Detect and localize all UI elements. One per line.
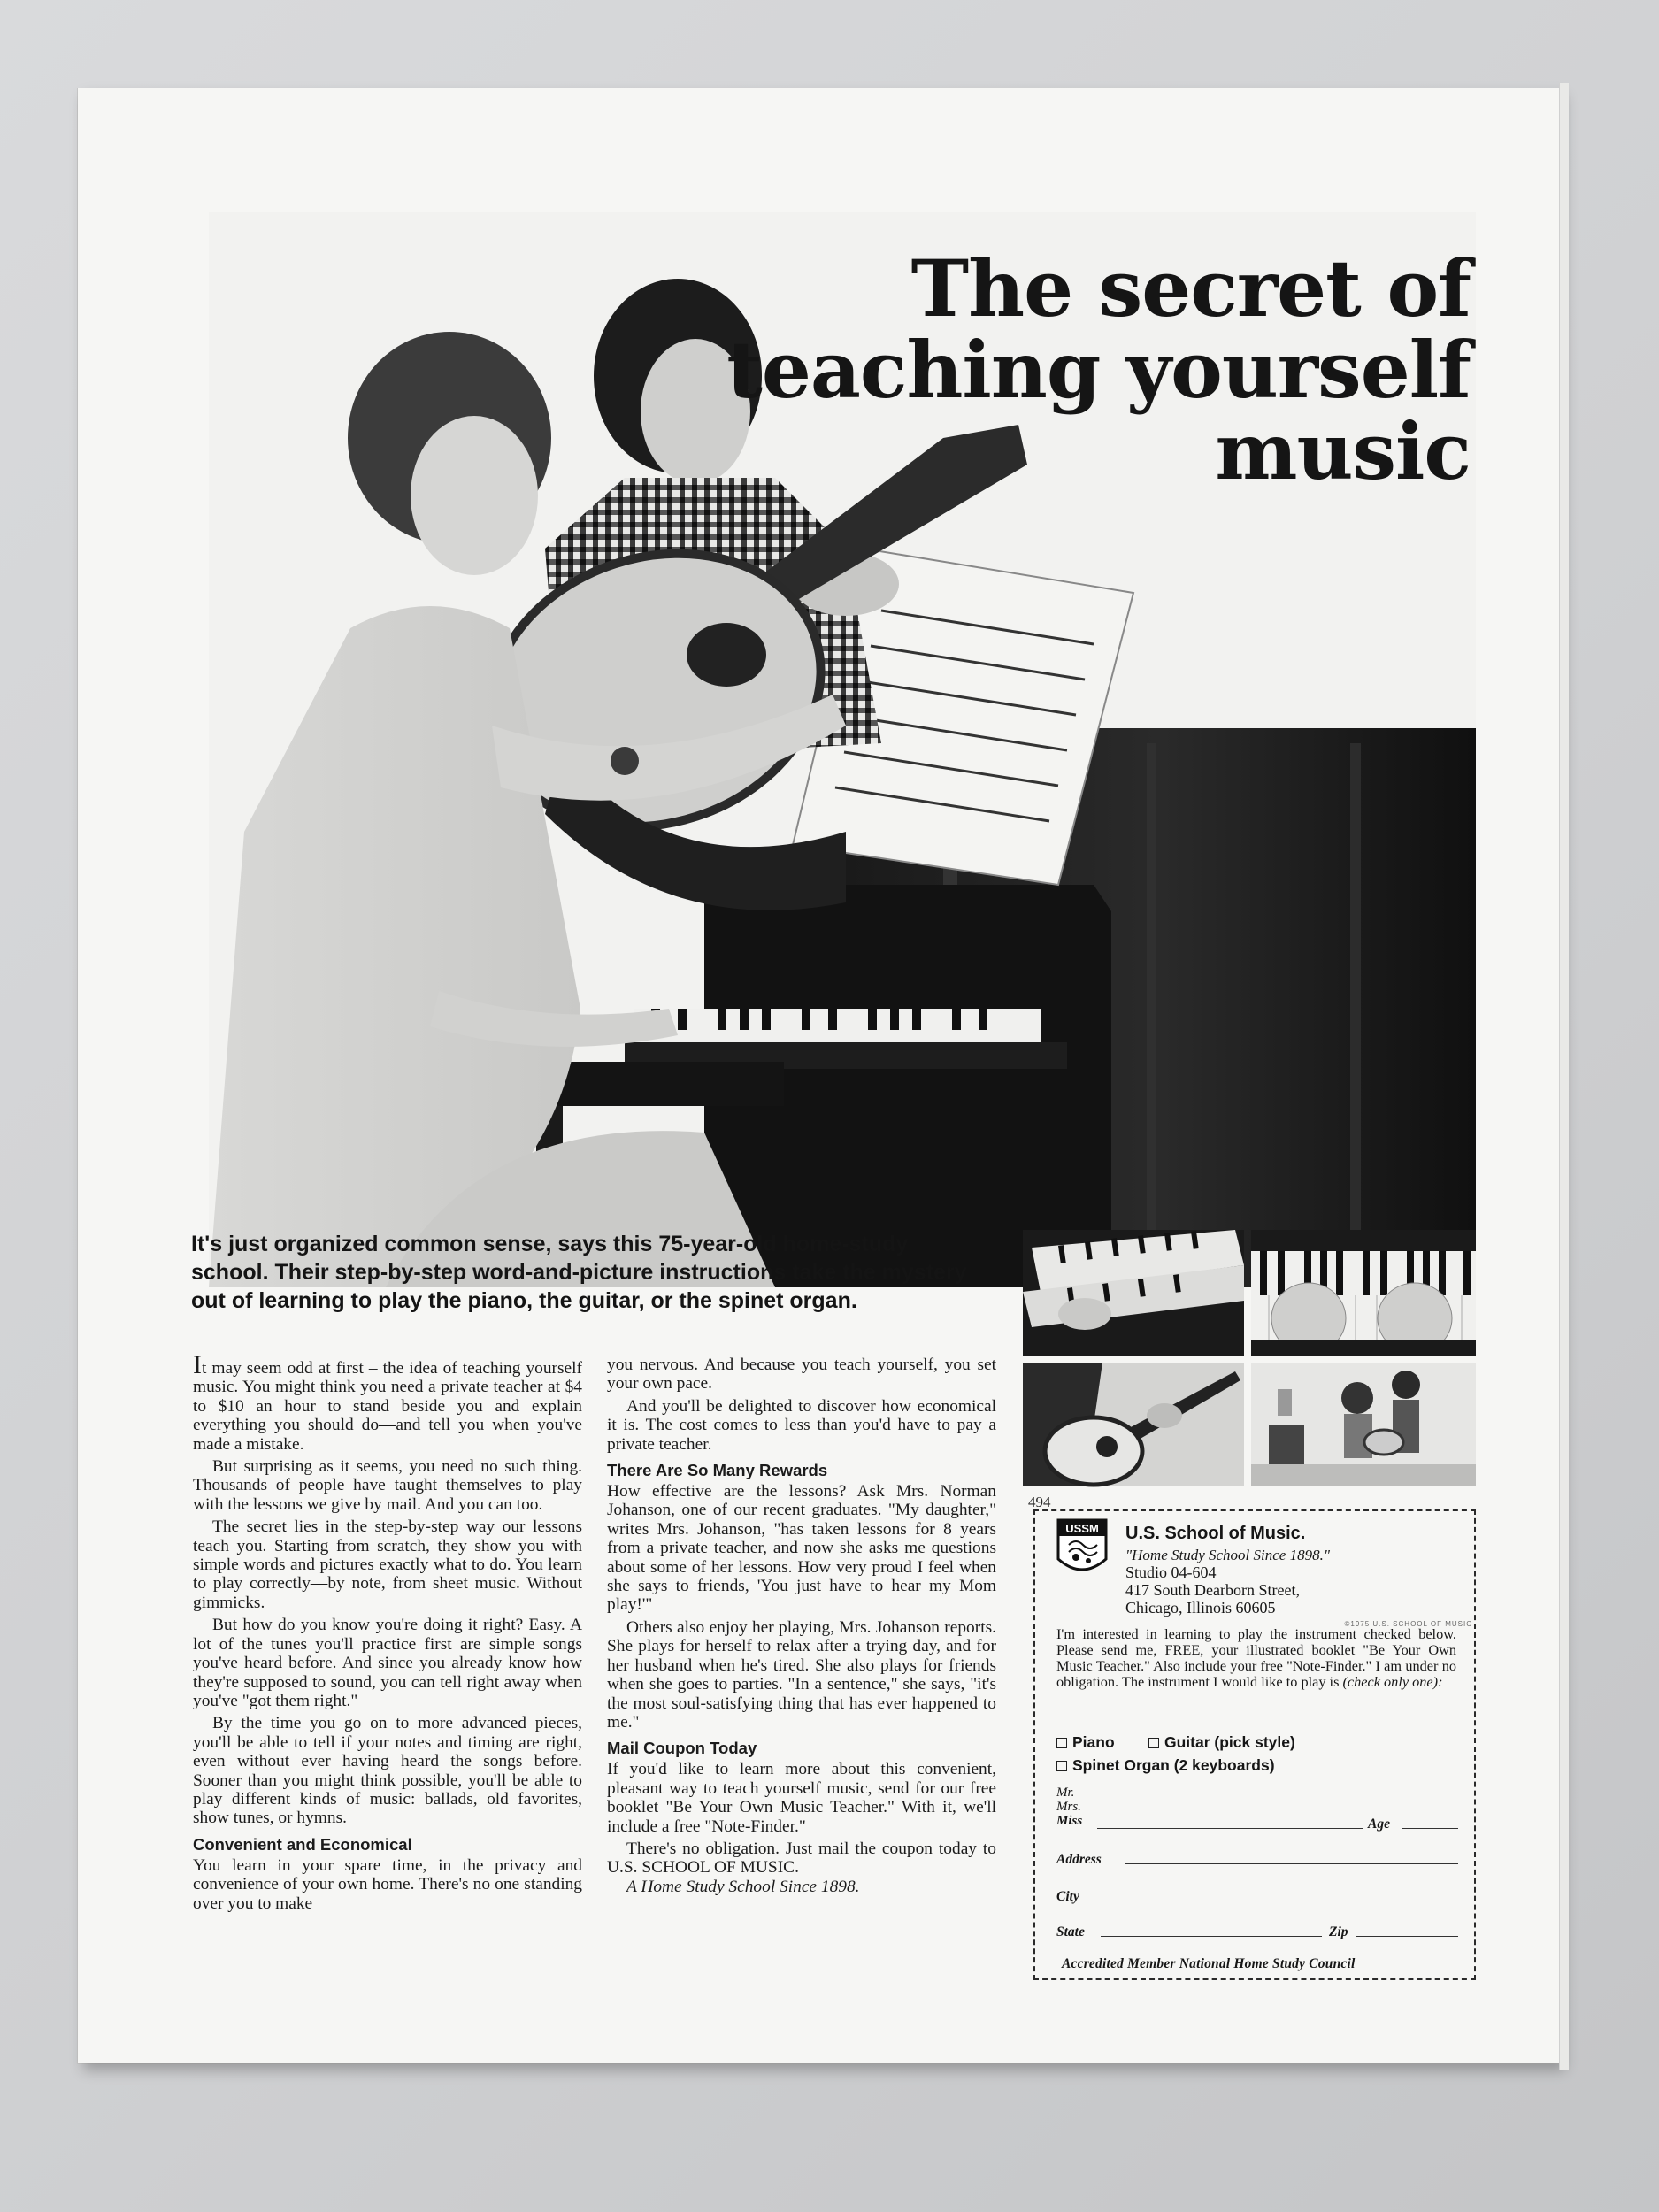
body-paragraph xyxy=(607,1839,996,1896)
headline-line-2: teaching yourself xyxy=(726,324,1471,416)
page-number: 494 xyxy=(1028,1494,1051,1510)
guitar-photo-illustration xyxy=(1023,1363,1244,1486)
body-paragraph: You learn in your spare time, in the privacy and convenience of your own home. There's no one standing over you to make xyxy=(193,1855,582,1913)
lead-paragraph: It's just organized common sense, says this 75-year-old home-study school. Their step-by-step word-and-picture instructions take the mystery out of learning to play the piano, the guitar, or the spinet organ. xyxy=(191,1232,967,1313)
option-organ-checkbox[interactable] xyxy=(1056,1757,1275,1774)
body-paragraph: Others also enjoy her playing, Mrs. Johanson reports. She plays for herself to relax after a trying day, and for her husband when he's tired. She also plays for friends when she goes to parties. "In a sentence," she says, "it's the most soul-satisfying thing that has ever happened to me." xyxy=(607,1617,996,1732)
salutation-mr: Mr. xyxy=(1056,1786,1075,1800)
organ-keyboard-photo xyxy=(1023,1230,1244,1356)
body-column-1 xyxy=(193,1350,582,1916)
closing-italic: A Home Study School Since 1898. xyxy=(626,1877,860,1896)
subheading-rewards: There Are So Many Rewards xyxy=(607,1461,828,1480)
body-paragraph: By the time you go on to more advanced pieces, you'll be able to tell if your notes and timing are right, even without ever having heard the songs before. Sooner than you might think possible, you'll be able to play different kinds of music: ballads, old favorites, show tunes, or hymns. xyxy=(193,1714,582,1828)
body-paragraph: How effective are the lessons? Ask Mrs. Norman Johanson, one of our recent graduates. "My daughter," writes Mrs. Johanson, "has taken lessons for 8 years from a private teacher, and now she asks me questions about some of her lessons. How very proud I feel when she says to friends, 'You just have to hear my Mom play!'" xyxy=(607,1482,996,1615)
city-label: City xyxy=(1056,1889,1079,1904)
photo-copyright: ©1975 U.S. SCHOOL OF MUSIC xyxy=(1344,1620,1472,1628)
checkbox-icon[interactable] xyxy=(1056,1738,1067,1748)
age-label: Age xyxy=(1368,1816,1390,1832)
subheading-mail-coupon: Mail Coupon Today xyxy=(607,1739,757,1758)
piano-hands-photo xyxy=(1251,1230,1476,1356)
school-studio: Studio 04-604 xyxy=(1125,1563,1217,1581)
organ-photo-illustration xyxy=(1023,1230,1244,1356)
headline xyxy=(674,242,1471,497)
zip-label: Zip xyxy=(1329,1924,1348,1939)
logo-text: USSM xyxy=(1065,1522,1099,1535)
piano-hands-illustration xyxy=(1251,1230,1476,1356)
headline-line-3: music xyxy=(1215,405,1471,497)
school-street: 417 South Dearborn Street, xyxy=(1125,1581,1300,1599)
coupon-body-italic: (check only one): xyxy=(1342,1673,1443,1690)
magazine-page xyxy=(78,88,1560,2063)
school-city: Chicago, Illinois 60605 xyxy=(1125,1599,1276,1617)
age-field[interactable] xyxy=(1402,1828,1458,1829)
school-name: U.S. School of Music. xyxy=(1125,1524,1306,1543)
name-field[interactable] xyxy=(1097,1828,1363,1829)
option-piano-label: Piano xyxy=(1072,1733,1115,1751)
body-paragraph: If you'd like to learn more about this convenient, pleasant way to teach yourself music, send for our free booklet "Be Your Own Music Teacher." With it, we'll include a free "Note-Finder." xyxy=(607,1760,996,1836)
salutation-miss: Miss xyxy=(1056,1814,1083,1828)
body-paragraph: It may seem odd at first – the idea of teaching yourself music. You might think you need a private teacher at $4 to $10 an hour to stand beside you and explain everything you should do—and tell you when you've made a mistake. xyxy=(193,1350,582,1454)
body-paragraph: But surprising as it seems, you need no such thing. Thousands of people have taught themselves to play with the lessons we give by mail. And you can too. xyxy=(193,1457,582,1514)
school-tagline: "Home Study School Since 1898." xyxy=(1125,1547,1330,1563)
family-photo-illustration xyxy=(1251,1363,1476,1486)
body-paragraph: The secret lies in the step-by-step way our lessons teach you. Starting from scratch, they show you with simple words and pictures exactly what to do. You learn to play correctly—by note, from sheet music. Without gimmicks. xyxy=(193,1517,582,1612)
option-guitar-checkbox[interactable] xyxy=(1148,1734,1295,1751)
address-label: Address xyxy=(1056,1852,1102,1867)
salutation-mrs: Mrs. xyxy=(1056,1800,1081,1814)
mail-coupon[interactable] xyxy=(1033,1509,1476,1980)
body-paragraph: And you'll be delighted to discover how economical it is. The cost comes to less than you'd have to pay a private teacher. xyxy=(607,1396,996,1454)
state-label: State xyxy=(1056,1924,1085,1939)
family-playing-photo xyxy=(1251,1363,1476,1628)
checkbox-icon[interactable] xyxy=(1148,1738,1159,1748)
guitar-lesson-photo xyxy=(1023,1363,1244,1486)
option-guitar-label: Guitar (pick style) xyxy=(1164,1733,1295,1751)
closing-text: There's no obligation. Just mail the coupon today to U.S. SCHOOL OF MUSIC. xyxy=(607,1839,996,1878)
option-organ-label: Spinet Organ (2 keyboards) xyxy=(1072,1756,1275,1774)
option-piano-checkbox[interactable] xyxy=(1056,1734,1115,1751)
state-field[interactable] xyxy=(1101,1936,1322,1937)
checkbox-icon[interactable] xyxy=(1056,1761,1067,1771)
body-paragraph: But how do you know you're doing it right? Easy. A lot of the tunes you'll practice first are simple songs you've heard before. And since you already know how they're supposed to sound, you can tell right away when you've "got them right." xyxy=(193,1616,582,1710)
zip-field[interactable] xyxy=(1356,1936,1458,1937)
coupon-body: I'm interested in learning to play the instrument checked below. Please send me, FREE, your illustrated booklet "Be Your Own Music Teacher." Also include your free "Note-Finder." I am under no obligation. The instrument I would like to play is xyxy=(1056,1625,1456,1690)
body-column-2 xyxy=(607,1356,996,1900)
accreditation-note: Accredited Member National Home Study Council xyxy=(1062,1956,1356,1971)
main-photo xyxy=(209,212,1476,1287)
ussm-logo-icon xyxy=(1056,1518,1108,1577)
subheading-convenient: Convenient and Economical xyxy=(193,1834,412,1854)
coupon-request-text xyxy=(1056,1626,1456,1690)
headline-line-1: The secret of xyxy=(910,242,1471,334)
address-field[interactable] xyxy=(1125,1863,1458,1864)
body-paragraph: you nervous. And because you teach yourself, you set your own pace. xyxy=(607,1356,996,1394)
